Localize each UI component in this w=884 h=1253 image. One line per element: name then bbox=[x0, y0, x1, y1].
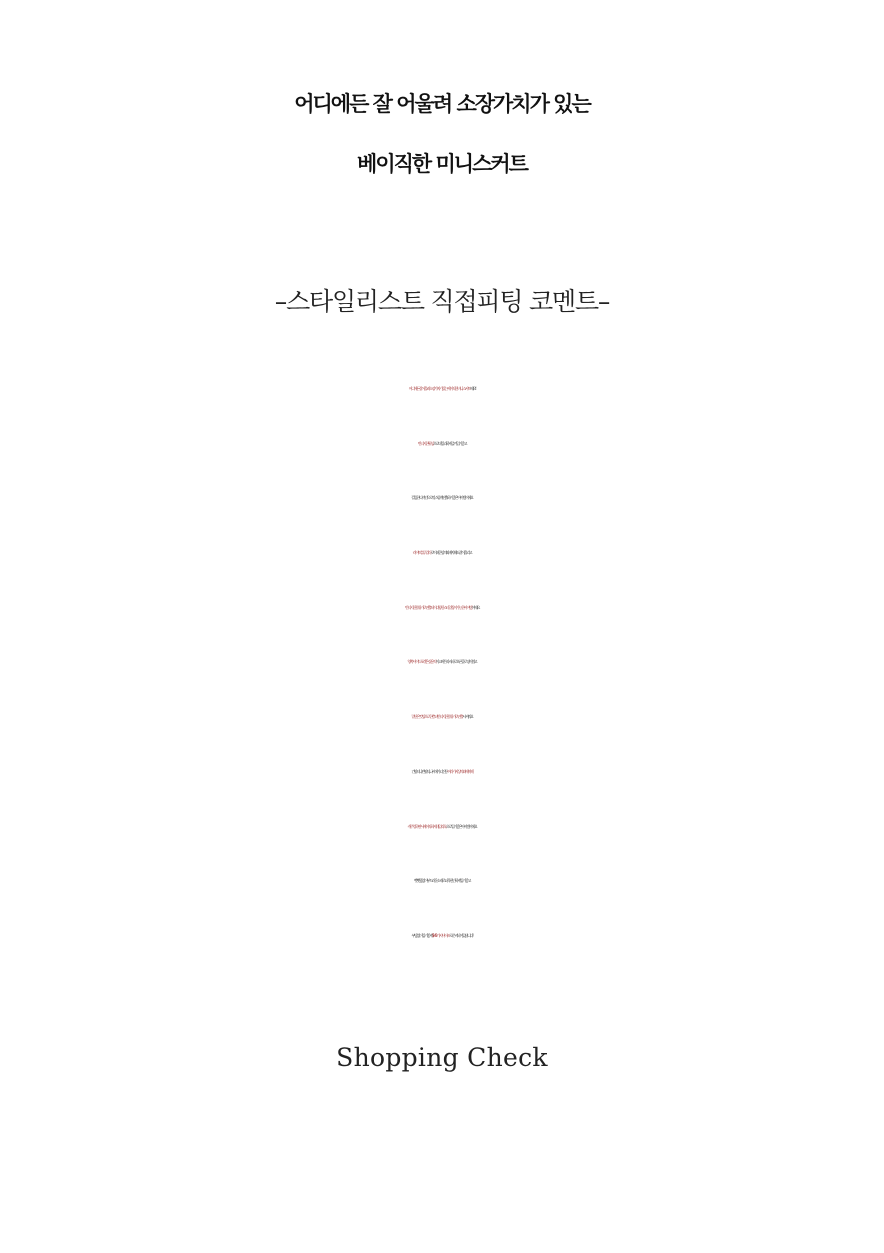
comment-highlight-text: 캐주얼하면서 베이직하게 데일리룩 bbox=[407, 823, 446, 829]
comment-line bbox=[0, 854, 884, 909]
comment-text: 으로 데일리하게 즐겨입기 좋고 bbox=[433, 440, 467, 446]
comment-text: 에요! bbox=[469, 386, 476, 391]
comment-line bbox=[0, 581, 884, 636]
comment-text: 깔끔한 디자인으로 멋스럽게 연출하기 좋은 아이템이에요 bbox=[411, 495, 473, 501]
comment-highlight-text: 어디에든 잘 어울려 소장가치가 있는 베이직한 미니스커트 bbox=[408, 386, 470, 391]
comment-highlight-text: 밑단은 컷팅으로 한층 더 빈티지한 분위기로 연출 bbox=[411, 714, 463, 720]
comment-line bbox=[0, 417, 884, 472]
headline bbox=[0, 74, 884, 194]
headline-line-2: 베이직한 미니스커트 bbox=[357, 152, 527, 176]
comment-highlight-text: 빈티지한 분위기로 연출되어 다양한 스타일링이 가능한 아이템 bbox=[404, 604, 472, 610]
comment-text: 이에요 bbox=[471, 604, 480, 610]
comment-text: 이고 버튼과 지퍼로 오픈 클로징이 쉽고 bbox=[435, 659, 477, 665]
stylist-comment-body bbox=[0, 362, 884, 964]
headline-line-1: 어디에든 잘 어울려 소장가치가 있는 bbox=[294, 92, 590, 116]
comment-line bbox=[0, 526, 884, 581]
comment-line bbox=[0, 690, 884, 745]
comment-text: 시켜줘요 bbox=[462, 714, 473, 720]
comment-text: 긴팔티나 반팔티, 나시에 가디건 등 bbox=[411, 768, 448, 774]
shopping-check-note bbox=[0, 1119, 884, 1151]
comment-text: 뻣뻣함 없이 부드러운 소재로 더욱 편안하게 입기 좋고 bbox=[413, 878, 471, 884]
shopping-check-note bbox=[0, 1087, 884, 1119]
comment-highlight-text: 라이트 블루 컬러 bbox=[412, 550, 431, 556]
comment-line bbox=[0, 635, 884, 690]
comment-highlight-text: 빈티지한 워싱 bbox=[417, 440, 434, 446]
comment-text: 으로 입기 좋은 아이템이에요 bbox=[445, 823, 477, 829]
comment-line bbox=[0, 745, 884, 800]
comment-text: 로 어떠한 상의와 매치해도 잘 어울리고 bbox=[430, 550, 472, 556]
comment-highlight-text: S, M 2가지 사이즈 bbox=[431, 932, 450, 938]
stylist-comment-heading: –스타일리스트 직접피팅 코멘트– bbox=[274, 287, 610, 316]
comment-highlight-text: 여러가지 상의와 매치해 bbox=[447, 768, 473, 774]
comment-text: 부담없이 입기 좋게 bbox=[411, 932, 432, 938]
comment-line bbox=[0, 362, 884, 417]
comment-line bbox=[0, 909, 884, 964]
comment-line bbox=[0, 471, 884, 526]
comment-line bbox=[0, 800, 884, 855]
comment-text: 로 준비되어 있답니다! bbox=[449, 932, 473, 938]
comment-highlight-text: 양쪽 사이드 포켓은 실용적 bbox=[407, 659, 436, 665]
shopping-check-title: Shopping Check bbox=[336, 1043, 548, 1072]
shopping-check-note bbox=[0, 1151, 884, 1183]
shopping-check-notes bbox=[0, 1087, 884, 1183]
